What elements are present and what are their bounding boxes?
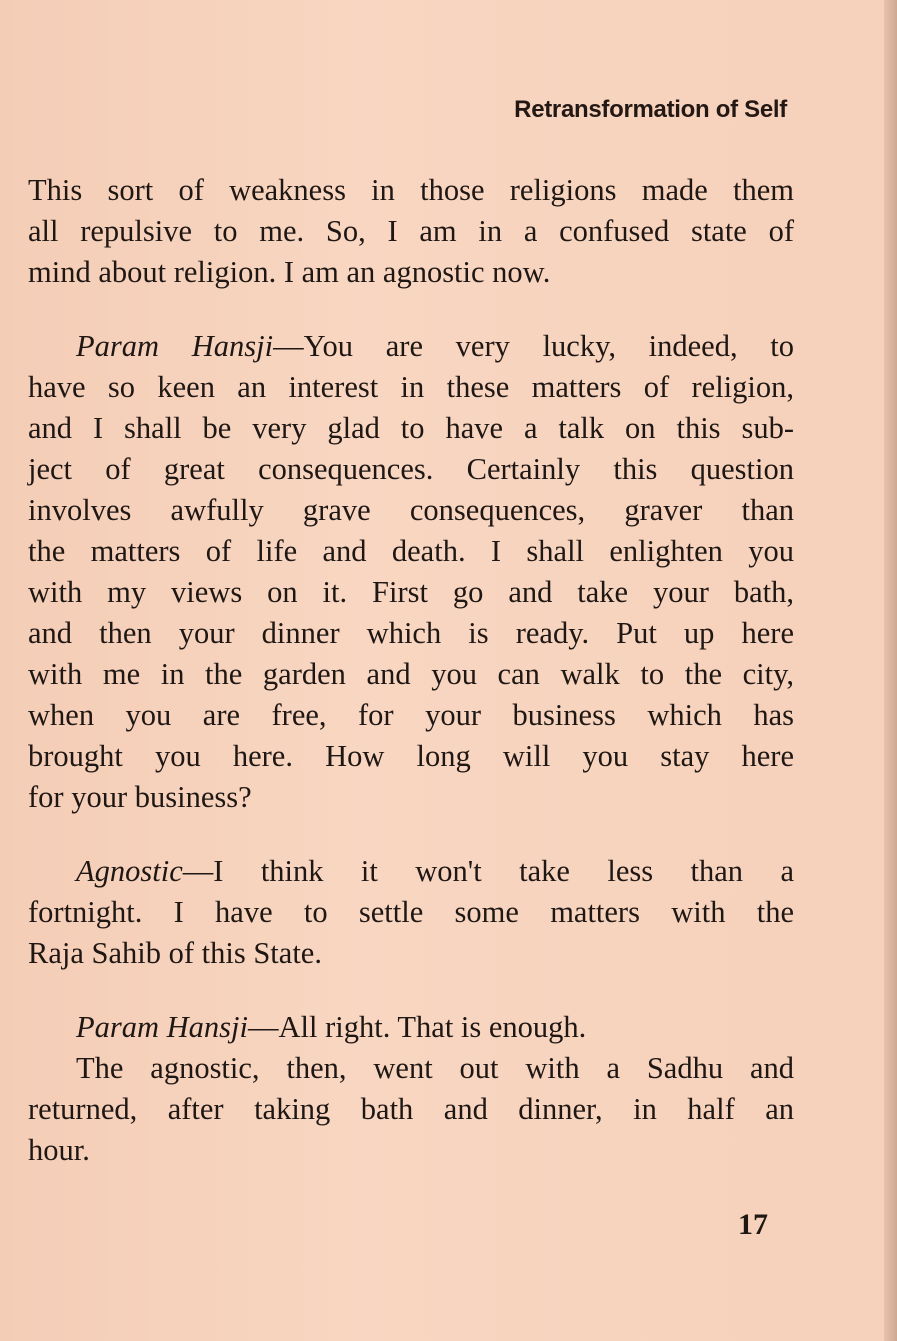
paragraph <box>28 326 794 818</box>
paragraph <box>28 1007 794 1171</box>
text-line: with me in the garden and you can walk to the city, <box>28 657 794 691</box>
body-text <box>28 170 794 1204</box>
text-line: have so keen an interest in these matters of religion, <box>28 370 794 404</box>
speaker-name: Param Hansji <box>76 1010 248 1044</box>
text-fragment: —I think it won't take less than a <box>182 854 794 888</box>
page-edge <box>884 0 897 1341</box>
text-line: brought you here. How long will you stay here <box>28 739 794 773</box>
text-line: involves awfully grave consequences, graver than <box>28 493 794 527</box>
page-number: 17 <box>738 1208 768 1241</box>
text-line: the matters of life and death. I shall enlighten you <box>28 534 794 568</box>
text-fragment: —All right. That is enough. <box>248 1010 587 1044</box>
paragraph <box>28 851 794 974</box>
running-head: Retransformation of Self <box>514 96 787 123</box>
text-fragment: —You are very lucky, indeed, to <box>273 329 795 363</box>
text-line: and I shall be very glad to have a talk on this sub- <box>28 411 794 445</box>
text-line <box>28 851 794 892</box>
text-line: The agnostic, then, went out with a Sadhu and <box>76 1051 794 1085</box>
text-line: hour. <box>28 1133 90 1167</box>
text-line <box>28 326 794 367</box>
text-line: returned, after taking bath and dinner, in half an <box>28 1092 794 1126</box>
text-line: with my views on it. First go and take your bath, <box>28 575 794 609</box>
text-line: when you are free, for your business which has <box>28 698 794 732</box>
text-line: Raja Sahib of this State. <box>28 936 322 970</box>
text-line: This sort of weakness in those religions made them <box>28 173 794 207</box>
text-line <box>28 1007 794 1048</box>
text-line: ject of great consequences. Certainly this question <box>28 452 794 486</box>
paragraph <box>28 170 794 293</box>
text-line: and then your dinner which is ready. Put up here <box>28 616 794 650</box>
speaker-name: Agnostic <box>76 854 183 888</box>
text-line: all repulsive to me. So, I am in a confused state of <box>28 214 794 248</box>
text-line: mind about religion. I am an agnostic now. <box>28 255 551 289</box>
text-line: for your business? <box>28 780 252 814</box>
speaker-name: Param Hansji <box>76 329 274 363</box>
text-line: fortnight. I have to settle some matters with the <box>28 895 794 929</box>
